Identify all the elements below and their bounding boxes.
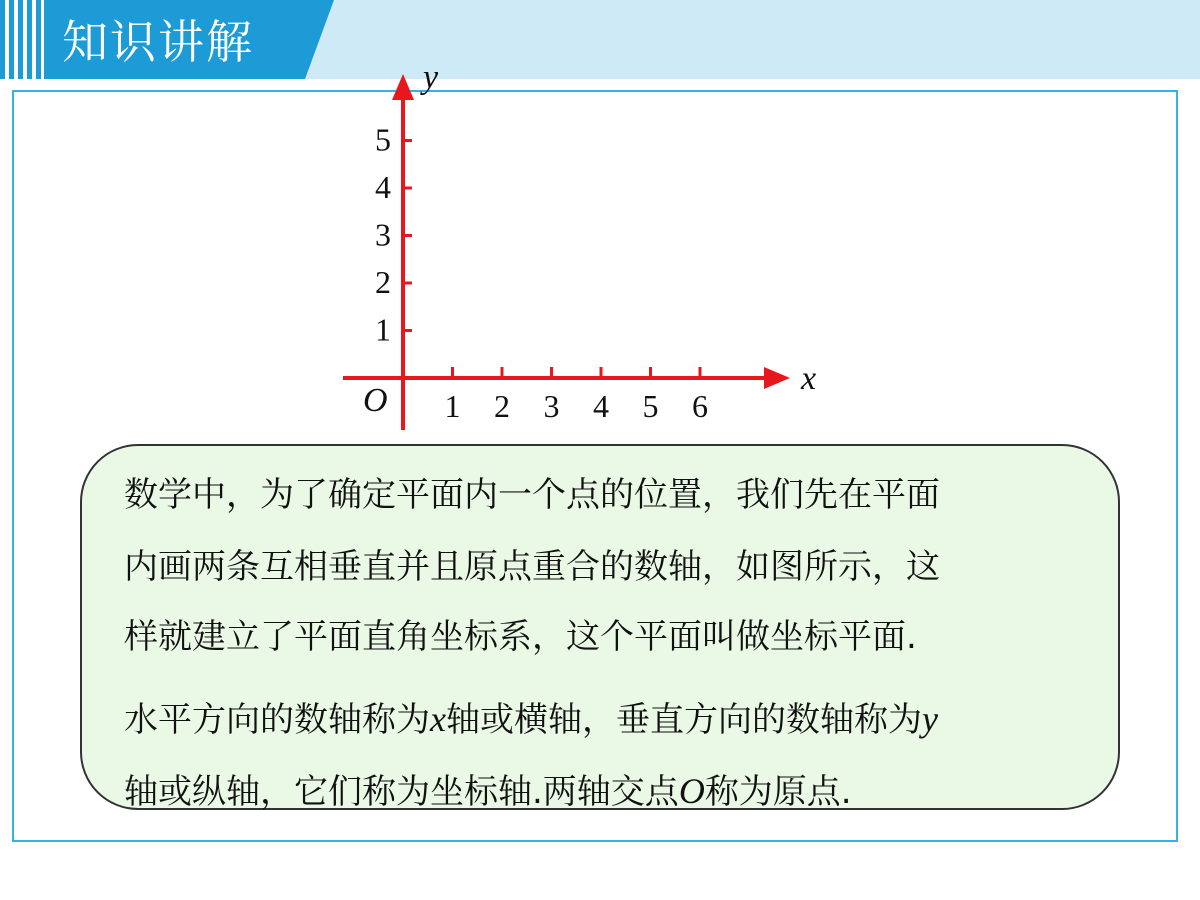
- definition-line: 样就建立了平面直角坐标系，这个平面叫做坐标平面.: [124, 617, 917, 657]
- y-tick-label: 4: [375, 169, 391, 205]
- definition-line: 数学中，为了确定平面内一个点的位置，我们先在平面: [124, 475, 940, 515]
- definition-line: [124, 694, 938, 744]
- definition-text: 称为原点.: [704, 772, 852, 812]
- x-ticks: [445, 367, 709, 424]
- y-tick-label: 3: [375, 216, 391, 253]
- definition-text: 轴或横轴，垂直方向的数轴称为: [445, 700, 922, 740]
- x-tick-label: 6: [692, 388, 708, 424]
- definition-line: 内画两条互相垂直并且原点重合的数轴，如图所示，这: [124, 547, 940, 587]
- x-tick-label: 2: [494, 388, 510, 424]
- origin-label: O: [363, 382, 388, 419]
- y-tick-label: 5: [375, 121, 391, 158]
- definition-line: [124, 766, 852, 816]
- y-axis-label: y: [423, 59, 439, 96]
- o-variable: O: [678, 771, 705, 811]
- y-tick-label: 2: [375, 264, 391, 300]
- x-variable: x: [430, 699, 446, 739]
- page-title: 知识讲解: [62, 15, 254, 69]
- x-axis-arrow: [764, 367, 790, 389]
- y-tick-label: 1: [375, 311, 391, 348]
- x-tick-label: 5: [642, 388, 659, 424]
- definition-box: [80, 444, 1120, 810]
- definition-text: 轴或纵轴，它们称为坐标轴.两轴交点: [124, 772, 679, 812]
- x-tick-label: 1: [444, 388, 461, 424]
- y-axis-arrow: [392, 74, 414, 100]
- x-axis-label: x: [801, 360, 817, 397]
- x-tick-label: 4: [593, 388, 609, 424]
- y-ticks: [375, 122, 412, 348]
- x-tick-label: 3: [543, 388, 560, 424]
- axes: [343, 74, 790, 430]
- definition-text: 水平方向的数轴称为: [124, 700, 430, 740]
- y-variable: y: [921, 699, 938, 739]
